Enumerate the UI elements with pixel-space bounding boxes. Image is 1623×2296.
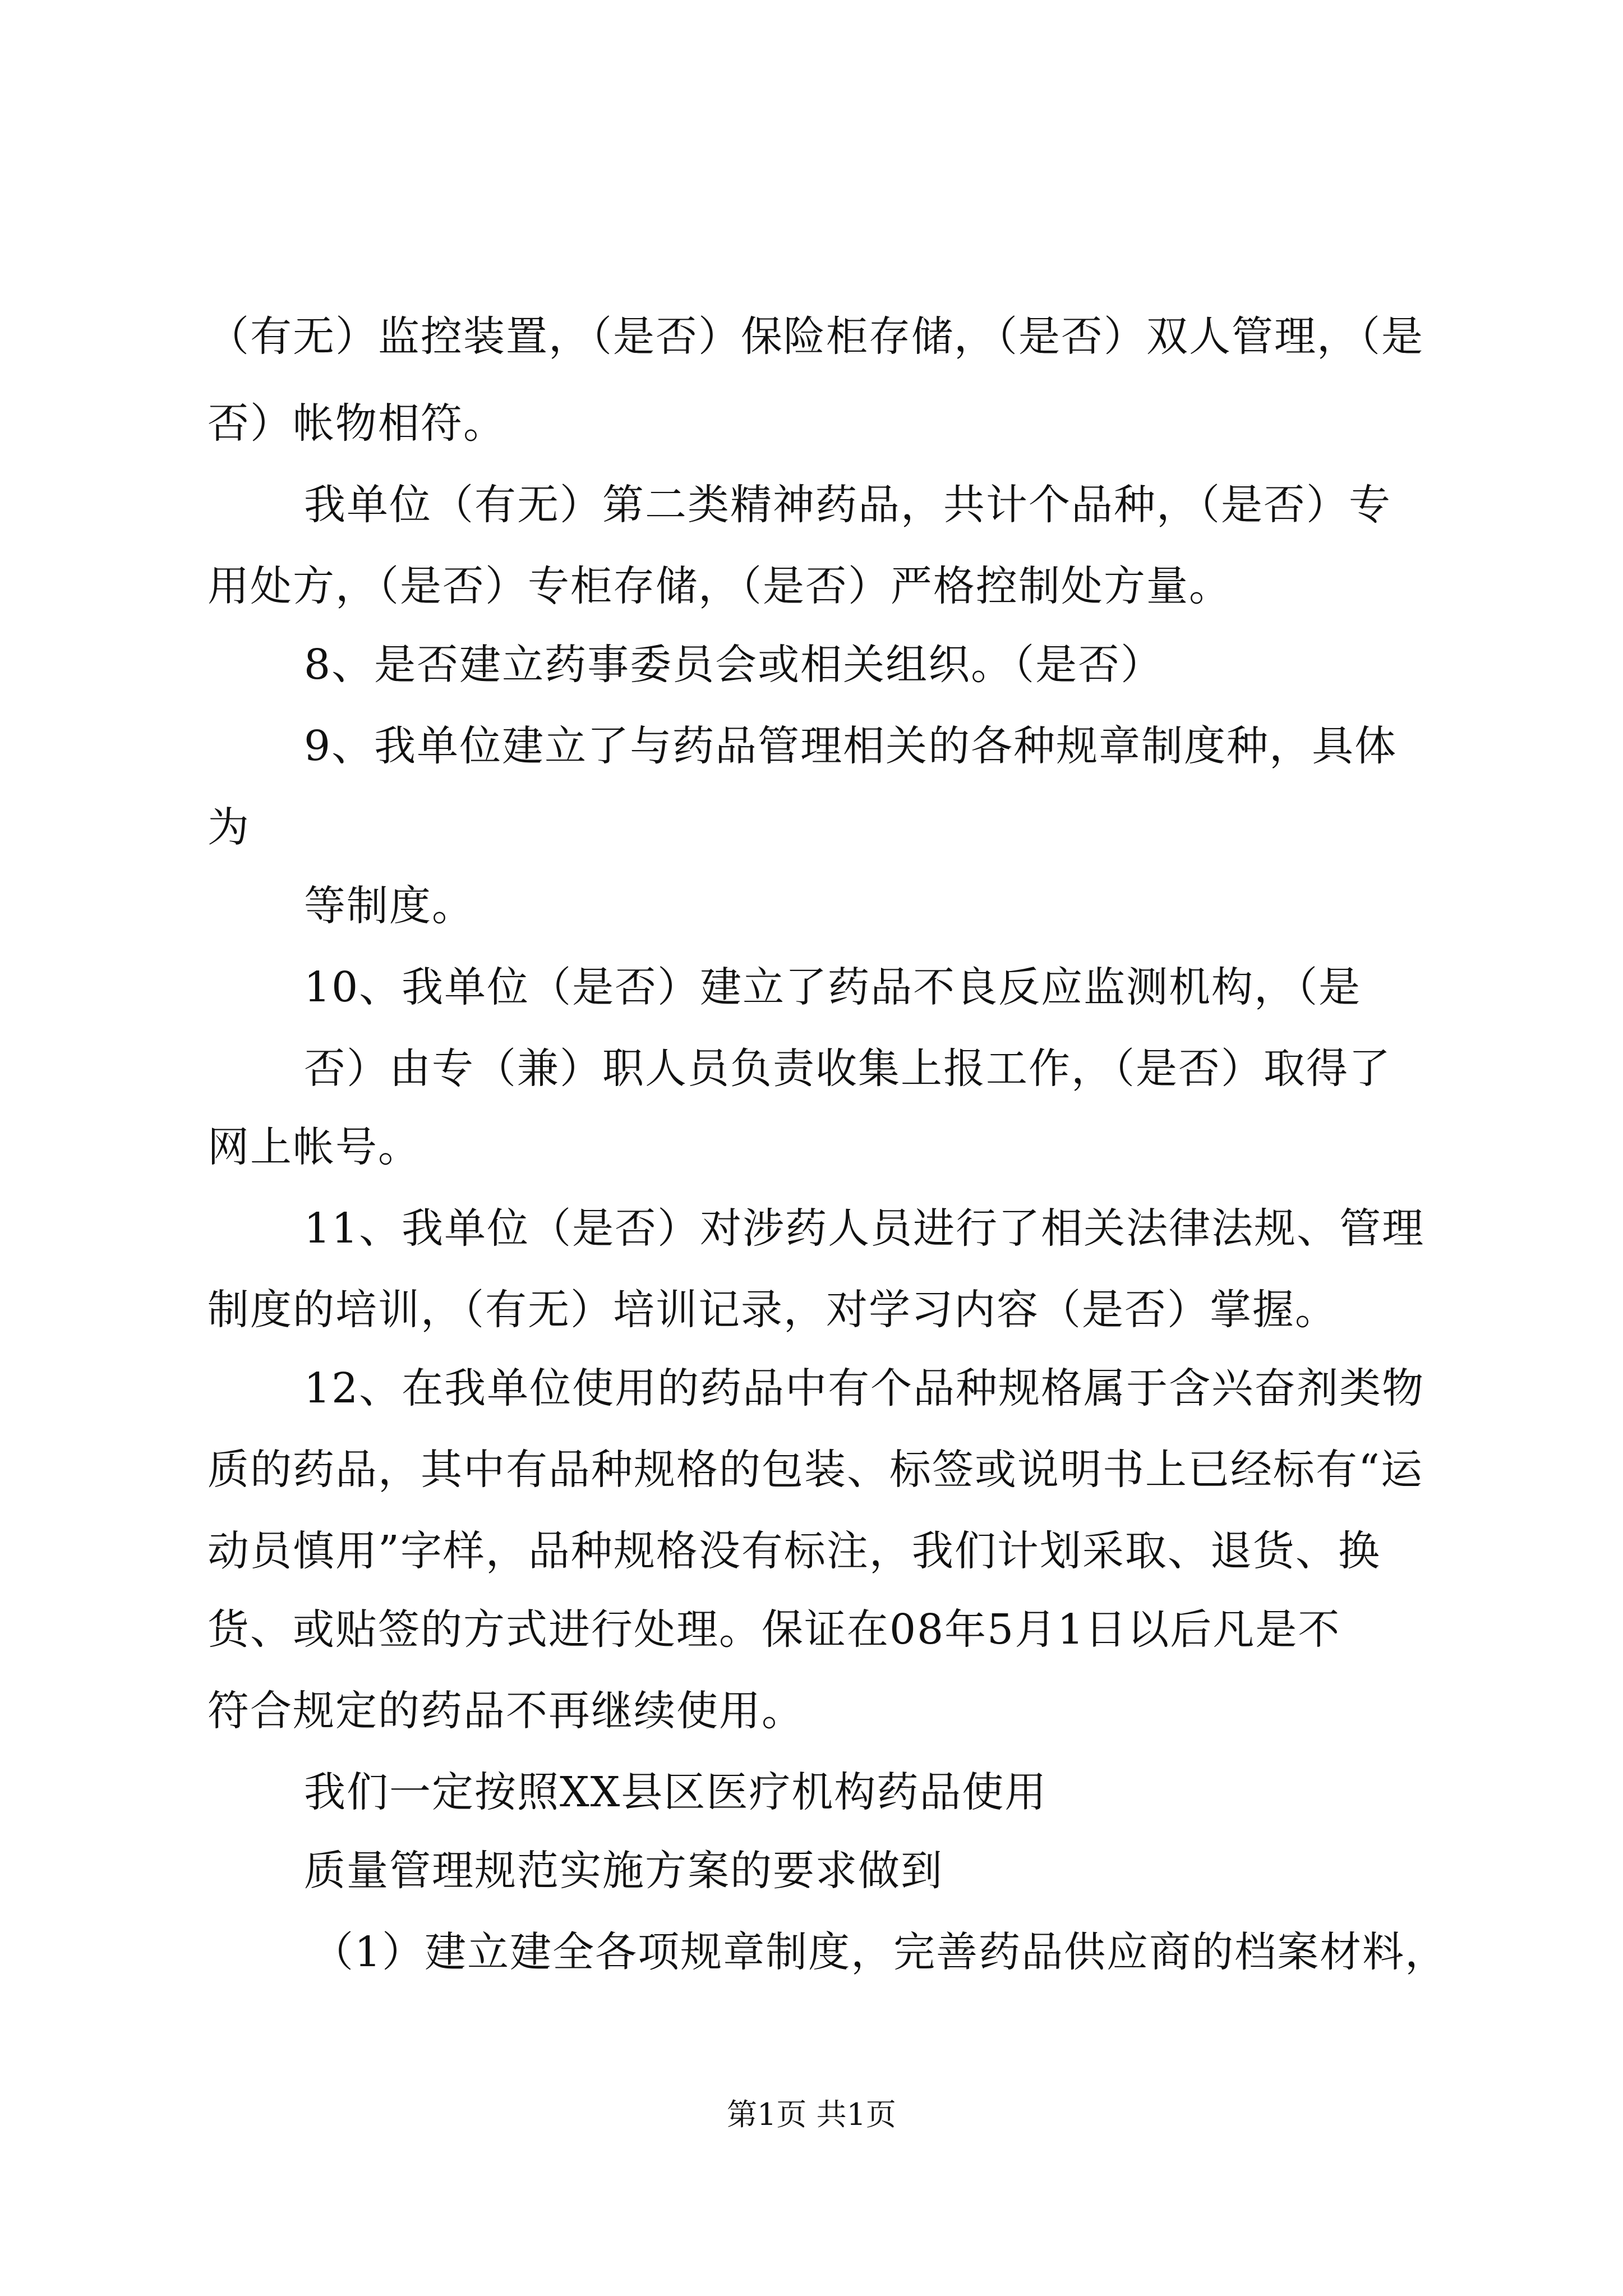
text-line-3: 我单位（有无）第二类精神药品，共计个品种，（是否）专 [304,481,1391,529]
text-line-19: 我们一定按照XX县区医疗机构药品使用 [304,1768,1048,1816]
text-line-5: 8、是否建立药事委员会或相关组织。（是否） [304,641,1164,689]
text-line-7: 为 [208,803,250,852]
text-line-11: 网上帐号。 [208,1123,421,1171]
text-line-21: （1）建立建全各项规章制度，完善药品供应商的档案材料， [312,1928,1448,1976]
text-line-15: 质的药品，其中有品种规格的包装、标签或说明书上已经标有“运 [208,1446,1423,1494]
page-footer: 第1页 共1页 [727,2097,896,2132]
text-line-9: 10、我单位（是否）建立了药品不良反应监测机构，（是 [304,963,1362,1011]
text-line-14: 12、在我单位使用的药品中有个品种规格属于含兴奋剂类物 [304,1364,1425,1412]
text-line-1: （有无）监控装置，（是否）保险柜存储，（是否）双人管理，（是 [208,312,1424,361]
text-line-4: 用处方，（是否）专柜存储，（是否）严格控制处方量。 [208,562,1232,610]
text-line-12: 11、我单位（是否）对涉药人员进行了相关法律法规、管理 [304,1204,1425,1253]
text-line-10: 否）由专（兼）职人员负责收集上报工作，（是否）取得了 [304,1045,1391,1093]
text-line-18: 符合规定的药品不再继续使用。 [208,1687,804,1735]
text-line-13: 制度的培训，（有无）培训记录，对学习内容（是否）掌握。 [208,1286,1338,1334]
text-line-17: 货、或贴签的方式进行处理。保证在08年5月1日以后凡是不 [208,1605,1341,1654]
text-line-2: 否）帐物相符。 [208,399,506,448]
text-line-6: 9、我单位建立了与药品管理相关的各种规章制度种，具体 [304,722,1398,770]
text-line-20: 质量管理规范实施方案的要求做到 [304,1847,943,1895]
text-line-16: 动员慎用”字样，品种规格没有标注，我们计划采取、退货、换 [208,1527,1381,1575]
text-line-8: 等制度。 [304,882,474,930]
